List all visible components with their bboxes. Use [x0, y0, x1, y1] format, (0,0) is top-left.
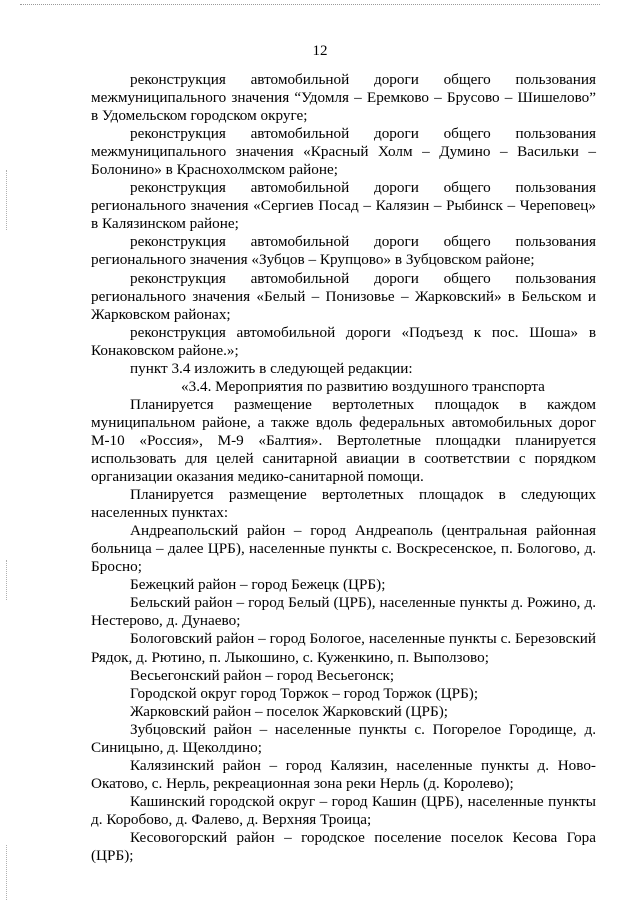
document-body	[91, 71, 596, 865]
scan-artifact-top-line	[20, 4, 600, 5]
scan-artifact-left-margin	[6, 845, 7, 900]
paragraph: реконструкция автомобильной дороги «Подъезд к пос. Шоша» в Конаковском районе.»;	[91, 323, 596, 359]
page-number: 12	[312, 43, 328, 59]
paragraph: Бежецкий район – город Бежецк (ЦРБ);	[130, 576, 386, 594]
paragraph: Планируется размещение вертолетных площадок в каждом муниципальном районе, а также вдоль федеральных автомобильных дорог М-10 «Россия», М-9 «Балтия». Вертолетные площадки планируется использовать для целей санитарной авиации в соответствии с порядком организации оказания медико-санитарной помощи.	[91, 395, 596, 486]
paragraph: реконструкция автомобильной дороги общего пользования межмуниципального значения “Удомля – Еремково – Брусово – Шишелово” в Удомельском городском округе;	[91, 71, 596, 125]
paragraph: Бологовский район – город Бологое, населенные пункты с. Березовский Рядок, д. Рютино, п. Лыкошино, с. Куженкино, п. Выползово;	[91, 630, 596, 666]
paragraph: реконструкция автомобильной дороги общего пользования регионального значения «Зубцов – Крупцово» в Зубцовском районе;	[91, 233, 596, 269]
paragraph: Кашинский городской округ – город Кашин (ЦРБ), населенные пункты д. Коробово, д. Фалево, д. Верхняя Троица;	[91, 792, 596, 828]
paragraph: Зубцовский район – населенные пункты с. Погорелое Городище, д. Синицыно, д. Щеколдино;	[91, 720, 596, 756]
paragraph: реконструкция автомобильной дороги общего пользования регионального значения «Сергиев Посад – Калязин – Рыбинск – Череповец» в Калязинском районе;	[91, 179, 596, 233]
paragraph: реконструкция автомобильной дороги общего пользования регионального значения «Белый – Понизовье – Жарковский» в Бельском и Жарковском районах;	[91, 269, 596, 323]
scan-artifact-left-margin	[6, 560, 7, 600]
section-heading: «3.4. Мероприятия по развитию воздушного транспорта	[181, 377, 545, 395]
paragraph: реконструкция автомобильной дороги общего пользования межмуниципального значения «Красный Холм – Думино – Васильки – Болонино» в Краснохолмском районе;	[91, 125, 596, 179]
paragraph: пункт 3.4 изложить в следующей редакции:	[130, 359, 413, 377]
paragraph: Андреапольский район – город Андреаполь (центральная районная больница – далее ЦРБ), населенные пункты с. Воскресенское, п. Бологово, д. Бросно;	[91, 522, 596, 576]
scan-artifact-left-margin	[6, 170, 7, 230]
paragraph: Жарковский район – поселок Жарковский (ЦРБ);	[130, 702, 448, 720]
paragraph: Бельский район – город Белый (ЦРБ), населенные пункты д. Рожино, д. Нестерово, д. Дунаево;	[91, 594, 596, 630]
paragraph: Калязинский район – город Калязин, населенные пункты д. Ново-Окатово, с. Нерль, рекреационная зона реки Нерль (д. Королево);	[91, 756, 596, 792]
paragraph: Планируется размещение вертолетных площадок в следующих населенных пунктах:	[91, 486, 596, 522]
paragraph: Кесовогорский район – городское поселение поселок Кесова Гора (ЦРБ);	[91, 828, 596, 865]
paragraph: Весьегонский район – город Весьегонск;	[130, 666, 395, 684]
paragraph: Городской округ город Торжок – город Торжок (ЦРБ);	[130, 684, 479, 702]
